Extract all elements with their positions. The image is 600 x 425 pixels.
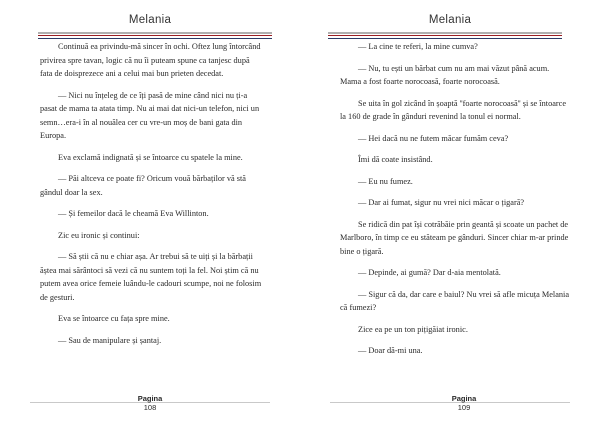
page-body	[340, 40, 572, 366]
page-header: Melania	[428, 14, 472, 26]
header-rule-gray	[328, 32, 562, 34]
page-body	[40, 40, 262, 355]
paragraph: — Nici nu înțeleg de ce îți pasă de mine când nici nu ți-a pasat de mama ta atata timp. Nu ai mai dat nici-un telefon, nici un semn…era-i în al nouălea cer cu vre-un moș de bani gata din Europa.	[40, 90, 260, 140]
paragraph: — Nu, tu ești un bărbat cum nu am mai văzut până acum. Mama a fost foarte norocoasă, foarte norocoasă.	[340, 63, 550, 86]
paragraph: — Sigur că da, dar care e baiul? Nu vrei să afle micuța Melania că fumezi?	[340, 289, 570, 312]
paragraph: — La cine te referi, la mine cumva?	[358, 42, 478, 51]
paragraph: Eva exclamă indignată și se întoarce cu spatele la mine.	[58, 152, 243, 162]
header-rule-red	[38, 35, 272, 36]
page-footer	[434, 394, 494, 412]
paragraph: — Păi altceva ce poate fi? Oricum vouă bărbaților vă stă gândul doar la sex.	[40, 174, 246, 197]
paragraph: Îmi dă coate insistând.	[358, 155, 433, 164]
page-number: 109	[457, 403, 471, 412]
header-rule-navy	[38, 38, 272, 39]
paragraph: — Depinde, ai gumă? Dar d-aia mentolată.	[358, 268, 501, 277]
paragraph: Continuă ea privindu-mă sincer în ochi. Oftez lung întorcând privirea spre tavan, logic că nu îi puteam spune ca tanjesc după fata de doisprezece ani a celui mai bun prieten decedat.	[40, 42, 261, 78]
header-rule-red	[328, 35, 562, 36]
paragraph: — Dar ai fumat, sigur nu vrei nici măcar o țigară?	[358, 198, 525, 207]
page-number: 108	[143, 403, 157, 412]
paragraph: — Să știi că nu e chiar așa. Ar trebui să te uiți și la bărbații ăștea mai sărântoci să vezi că nu suntem toți la fel. Noi știm că nu putem avea orice femeie luându-le cadouri scumpe, noi ne folosim de gesturi.	[40, 252, 262, 302]
paragraph: — Doar dă-mi una.	[358, 346, 423, 355]
paragraph: — Și femeilor dacă le cheamă Eva Willinton.	[58, 209, 209, 218]
page-footer	[120, 394, 180, 412]
paragraph: Zic eu ironic și continui:	[58, 230, 140, 240]
footer-label: Pagina	[451, 394, 477, 403]
paragraph: — Hei dacă nu ne futem măcar fumăm ceva?	[358, 133, 509, 143]
paragraph: Se uita în gol zicând în șoaptă ''foarte norocoasă'' și se întoarce la 160 de grade în gânduri revenind la tonul ei normal.	[340, 98, 567, 121]
page-header: Melania	[128, 14, 172, 26]
paragraph: Eva se întoarce cu fața spre mine.	[58, 314, 170, 323]
right-page	[300, 0, 600, 425]
footer-label: Pagina	[137, 394, 163, 403]
header-rule-navy	[328, 38, 562, 39]
paragraph: Se ridică din pat își cotrăbăie prin geantă și scoate un pachet de Marlboro, în timp ce eu stăteam pe gânduri. Sincer chiar m-ar prinde bine o țigară.	[340, 219, 569, 256]
paragraph: — Eu nu fumez.	[358, 176, 413, 186]
paragraph: — Sau de manipulare și șantaj.	[58, 335, 162, 345]
paragraph: Zice ea pe un ton pițigăiat ironic.	[358, 324, 468, 334]
header-rule-gray	[38, 32, 272, 34]
